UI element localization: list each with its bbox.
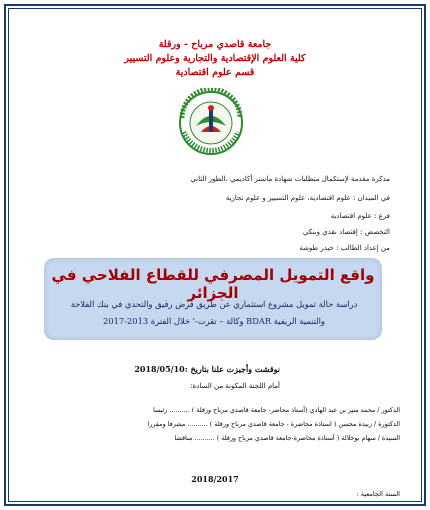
subtitle-line-2: والتنمية الريفية BDAR وكالة – تقرت-' خلال الفترة 2013-2017 [103, 316, 325, 326]
title-box [44, 258, 382, 340]
faculty-name: كلية العلوم الإقتصادية والتجارية وعلوم التسيير [124, 53, 306, 64]
intro-line-1: مذكرة مقدمة لإستكمال متطلبات شهادة ماستر أكاديمي ،الطور الثاني [190, 175, 390, 183]
university-logo [176, 88, 246, 158]
defense-date: نوقشت وأجيزت علنا بتاريخ :2018/05/10 [134, 364, 280, 374]
thesis-subtitle [54, 296, 374, 330]
university-name: جامعة قاصدي مرباح - ورقلة [158, 39, 272, 50]
jury-member-1: الدكتور / محمد منير بن عبد الهادي (أستاذ محاضر- جامعة قاصدي مرباح ورقلة ) .......... رئيسا [152, 406, 400, 414]
thesis-title: واقع التمويل المصرفي للقطاع الفلاحي في الجزائر [51, 266, 375, 302]
university-header [100, 38, 330, 80]
intro-line-4: التخصص : إقتصاد نقدي وبنكي [302, 228, 390, 236]
jury-member-2: الدكتورة / زبيدة محسن ( استاذة محاضرة - جامعة قاصدي مرباح ورقلة ) .......... مشرفا ومقررا [147, 420, 400, 428]
department-name: قسم علوم اقتصادية [175, 67, 255, 78]
academic-year-label: السنة الجامعية : [356, 490, 400, 498]
subtitle-line-1: دراسة حالة تمويل مشروع استثماري عن طريق قرض رفيق والتحدي في بنك الفلاحة [70, 299, 358, 309]
jury-member-3: السيدة / سهام بوخلالة ( أستاذة محاضرة-جامعة قاصدي مرباح ورقلة ) .......... مناقشا [174, 434, 400, 442]
intro-line-2: في الميدان : علوم اقتصادية، علوم التسيير و علوم تجارية [225, 194, 390, 202]
intro-line-3: فرع : علوم اقتصادية [330, 212, 390, 220]
intro-line-5: من إعداد الطالب : حيدر طوشة [299, 244, 390, 252]
academic-year: 2018/2017 [191, 474, 239, 484]
committee-heading: أمام اللجنة المكونة من السادة: [190, 382, 280, 390]
